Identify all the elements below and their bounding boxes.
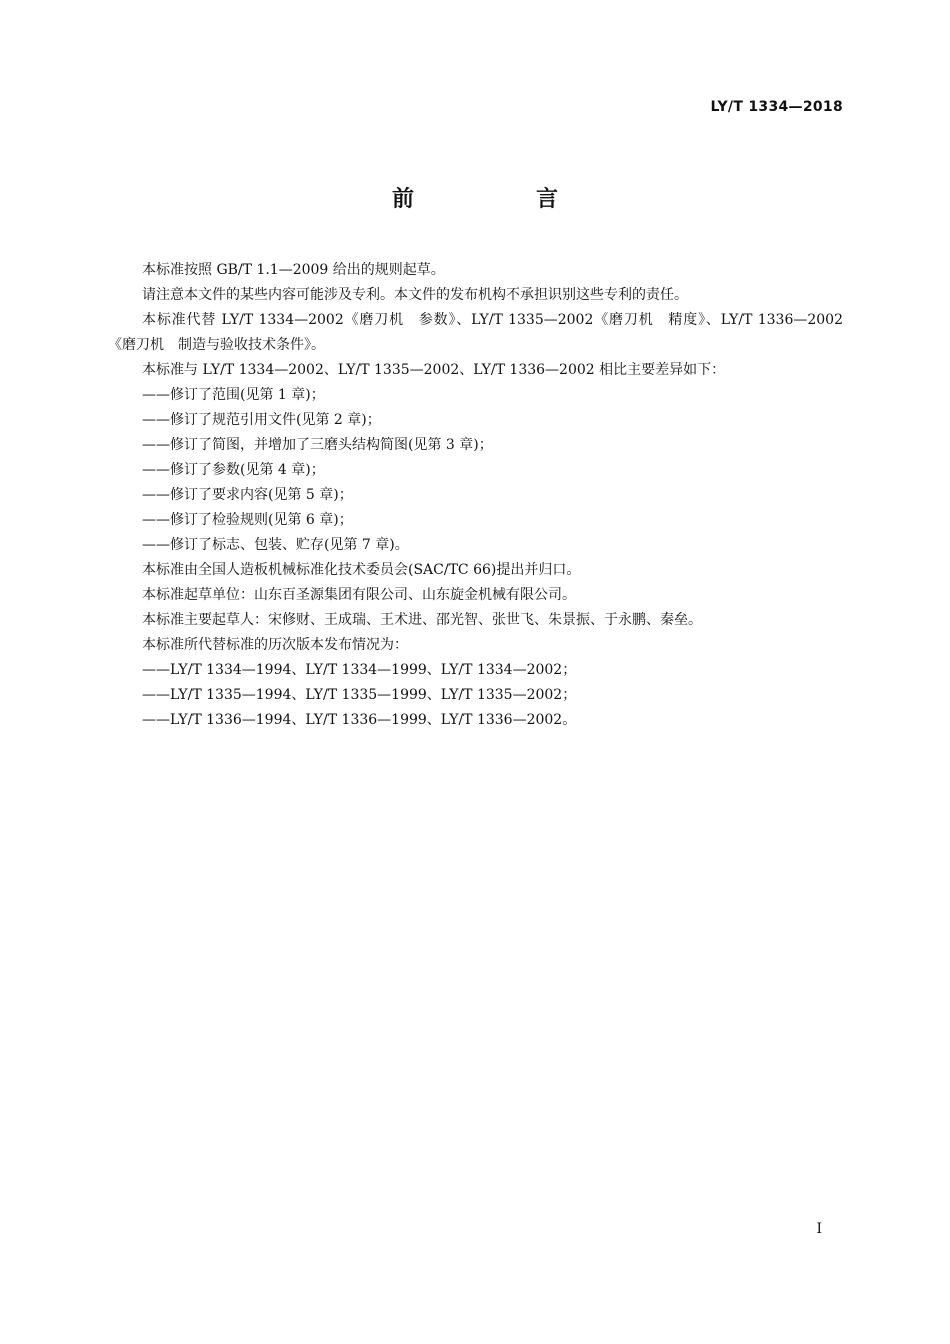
list-item-change: ——修订了简图，并增加了三磨头结构简图(见第 3 章)； xyxy=(142,437,493,453)
paragraph-differences-intro: 本标准与 LY/T 1334—2002、LY/T 1335—2002、LY/T 1336—2002 相比主要差异如下： xyxy=(142,362,726,378)
paragraph-proposer: 本标准由全国人造板机械标准化技术委员会(SAC/TC 66)提出并归口。 xyxy=(142,562,581,578)
paragraph-drafting-rules: 本标准按照 GB/T 1.1—2009 给出的规则起草。 xyxy=(142,262,445,278)
list-item-history: ——LY/T 1336—1994、LY/T 1336—1999、LY/T 1336—2002。 xyxy=(142,712,577,728)
paragraph-drafting-units: 本标准起草单位：山东百圣源集团有限公司、山东旋金机械有限公司。 xyxy=(142,587,576,603)
standard-code: LY/T 1334—2018 xyxy=(710,99,843,115)
list-item-change: ——修订了检验规则(见第 6 章)； xyxy=(142,512,353,528)
list-item-change: ——修订了要求内容(见第 5 章)； xyxy=(142,487,353,503)
paragraph-drafters: 本标准主要起草人：宋修财、王成瑞、王术进、邵光智、张世飞、朱景振、于永鹏、秦垒。 xyxy=(142,612,702,628)
list-item-history: ——LY/T 1334—1994、LY/T 1334—1999、LY/T 1334—2002； xyxy=(142,662,577,678)
list-item-change: ——修订了参数(见第 4 章)； xyxy=(142,462,325,478)
list-item-change: ——修订了标志、包装、贮存(见第 7 章)。 xyxy=(142,537,409,553)
page-number: I xyxy=(816,1221,822,1237)
list-item-history: ——LY/T 1335—1994、LY/T 1335—1999、LY/T 1335—2002； xyxy=(142,687,577,703)
page-title: 前 言 xyxy=(391,187,608,212)
paragraph-history-intro: 本标准所代替标准的历次版本发布情况为： xyxy=(142,637,408,653)
list-item-change: ——修订了规范引用文件(见第 2 章)； xyxy=(142,412,381,428)
paragraph-replaces: 本标准代替 LY/T 1334—2002《磨刀机 参数》、LY/T 1335—2002《磨刀机 精度》、LY/T 1336—2002《磨刀机 制造与验收技术条件》。 xyxy=(108,312,843,353)
preface-body xyxy=(108,258,843,733)
paragraph-patent-notice: 请注意本文件的某些内容可能涉及专利。本文件的发布机构不承担识别这些专利的责任。 xyxy=(142,287,688,303)
list-item-change: ——修订了范围(见第 1 章)； xyxy=(142,387,325,403)
